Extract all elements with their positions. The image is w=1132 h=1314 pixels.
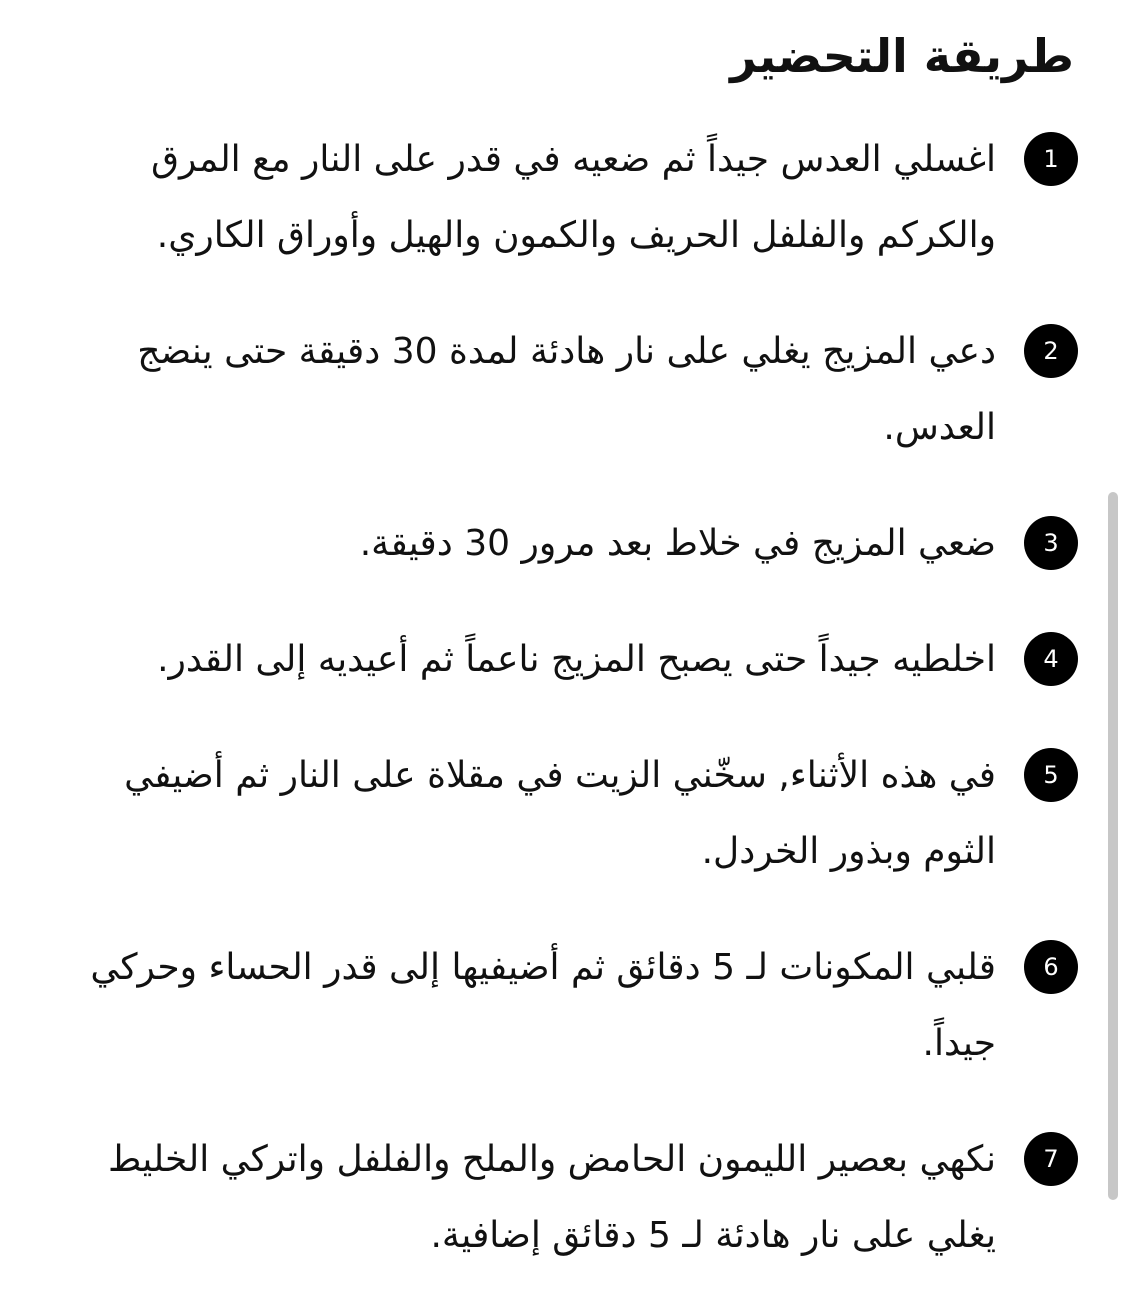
step-text: في هذه الأثناء, سخّني الزيت في مقلاة على النار ثم أضيفي الثوم وبذور الخردل. [124, 755, 996, 872]
step-text: اغسلي العدس جيداً ثم ضعيه في قدر على النار مع المرق والكركم والفلفل الحريف والكمون والهيل وأوراق الكاري. [151, 139, 996, 256]
step-text: نكهي بعصير الليمون الحامض والملح والفلفل واتركي الخليط يغلي على نار هادئة لـ 5 دقائق إضافية. [108, 1139, 996, 1256]
step-item [78, 930, 1078, 1082]
step-number-badge: 2 [1024, 324, 1078, 378]
vertical-scrollbar[interactable] [1108, 492, 1118, 1200]
step-number-badge: 6 [1024, 940, 1078, 994]
step-item [78, 506, 1078, 582]
step-text: دعي المزيج يغلي على نار هادئة لمدة 30 دقيقة حتى ينضج العدس. [137, 331, 996, 448]
step-item [78, 314, 1078, 466]
step-number-badge: 1 [1024, 132, 1078, 186]
step-text: قلبي المكونات لـ 5 دقائق ثم أضيفيها إلى قدر الحساء وحركي جيداً. [90, 947, 996, 1064]
step-text: ضعي المزيج في خلاط بعد مرور 30 دقيقة. [359, 523, 996, 564]
step-number-badge: 5 [1024, 748, 1078, 802]
step-number-badge: 3 [1024, 516, 1078, 570]
scrollbar-thumb[interactable] [1108, 492, 1118, 1200]
step-number-badge: 4 [1024, 632, 1078, 686]
step-item [78, 622, 1078, 698]
step-text: اخلطيه جيداً حتى يصبح المزيج ناعماً ثم أعيديه إلى القدر. [157, 639, 996, 680]
section-title: طريقة التحضير [730, 29, 1074, 83]
step-item [78, 1122, 1078, 1274]
step-number-badge: 7 [1024, 1132, 1078, 1186]
step-item [78, 122, 1078, 274]
steps-list [78, 122, 1078, 1314]
step-item [78, 738, 1078, 890]
